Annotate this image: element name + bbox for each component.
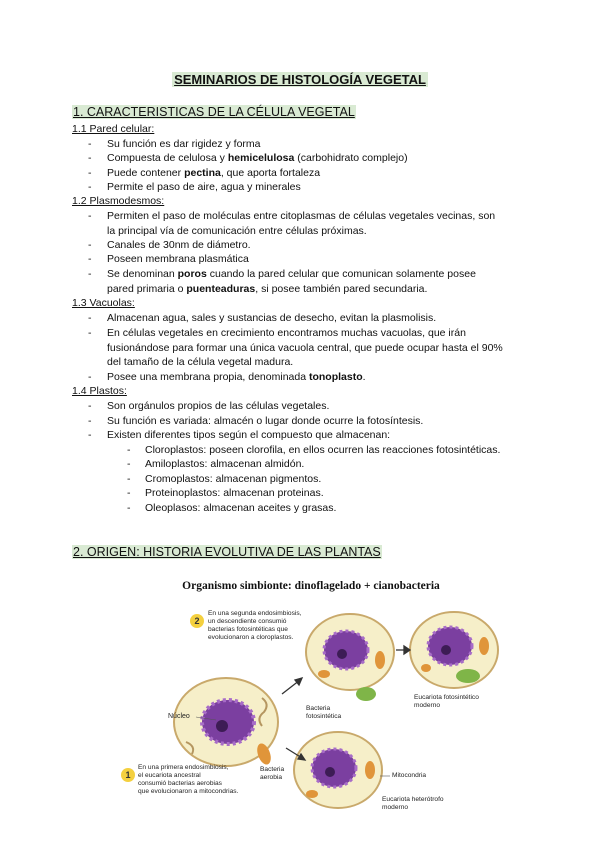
list-item: - Son orgánulos propios de las células vegetales. [88,400,330,412]
photosynthetic-bacterium [356,687,376,701]
list-item: - Compuesta de celulosa y hemicelulosa (carbohidrato complejo) [88,152,408,164]
sub-list-item: - Cromoplastos: almacenan pigmentos. [127,473,322,485]
label-aerobic-bacterium: Bacteria aerobia [260,766,285,781]
vacuolas-title: 1.3 Vacuolas: [72,297,135,309]
list-item: - Canales de 30nm de diámetro. [88,239,251,251]
list-item: - Almacenan agua, sales y sustancias de desecho, evitan la plasmolisis. [88,312,437,324]
list-item: - Su función es variada: almacén o lugar donde ocurre la fotosíntesis. [88,415,424,427]
cell-with-mito [306,614,394,690]
list-item: - Permiten el paso de moléculas entre citoplasmas de células vegetales vecinas, son la principal vía de comunicación entre células próximas. [88,210,496,237]
modern-photosynthetic-eukaryote [410,612,498,688]
sub-list-item: - Amiloplastos: almacenan almidón. [127,458,305,470]
sub-list-item: - Cloroplastos: poseen clorofila, en ellos ocurren las reacciones fotosintéticas. [127,444,501,456]
modern-heterotrophic-eukaryote [294,732,382,808]
list-item: - Poseen membrana plasmática [88,253,249,265]
plasmodesmos-title: 1.2 Plasmodesmos: [72,195,165,207]
sub-list-item: - Proteinoplastos: almacenan proteinas. [127,487,324,499]
list-item: - Puede contener pectina, que aporta fortaleza [88,167,321,179]
list-item: - Se denominan poros cuando la pared celular que comunican solamente posee pared primaria o puenteaduras, si posee también pared secundaria. [88,268,476,295]
label-photosynthetic-bacterium: Bacteria fotosintética [306,705,342,720]
figure-title: Organismo simbionte: dinoflagelado + cianobacteria [182,580,440,592]
pared-title: 1.1 Pared celular: [72,123,155,135]
label-mitochondria: Mitocondria [392,772,427,779]
section2-heading: 2. ORIGEN: HISTORIA EVOLUTIVA DE LAS PLANTAS [73,545,381,559]
page-title: SEMINARIOS DE HISTOLOGÍA VEGETAL [174,72,426,87]
list-item: - Su función es dar rigidez y forma [88,138,261,150]
step-1-badge: 1 [121,768,135,782]
endosymbiosis-figure [118,570,504,822]
label-modern-photosynthetic-eukaryote: Eucariota fotosintético moderno [414,694,479,709]
step-2-text: En una segunda endosimbiosis, un descendiente consumió bacterias fotosintéticas que evolucionaron a cloroplastos. [208,610,302,641]
list-item: - Permite el paso de aire, agua y minerales [88,181,301,193]
step-2-badge: 2 [190,614,204,628]
list-item: - Posee una membrana propia, denominada tonoplasto. [88,371,366,383]
sub-list-item: - Oleoplasos: almacenan aceites y grasas. [127,502,337,514]
step-1-text: En una primera endosimbiosis, el eucariota ancestral consumió bacterias aerobias que evolucionaron a mitocondrias. [138,764,239,795]
label-nucleus: Núcleo [168,713,190,720]
plastos-title: 1.4 Plastos: [72,385,127,397]
section1-heading: 1. CARACTERISTICAS DE LA CÉLULA VEGETAL [73,105,355,119]
list-item: - En células vegetales en crecimiento encontramos muchas vacuolas, que irán fusionándose para formar una única vacuola central, que puede ocupar hasta el 90% del tamaño de la célula vegetal madura. [88,327,503,368]
list-item: - Existen diferentes tipos según el compuesto que almacenan: [88,429,391,441]
label-modern-heterotrophic-eukaryote: Eucariota heterótrofo moderno [382,796,444,811]
